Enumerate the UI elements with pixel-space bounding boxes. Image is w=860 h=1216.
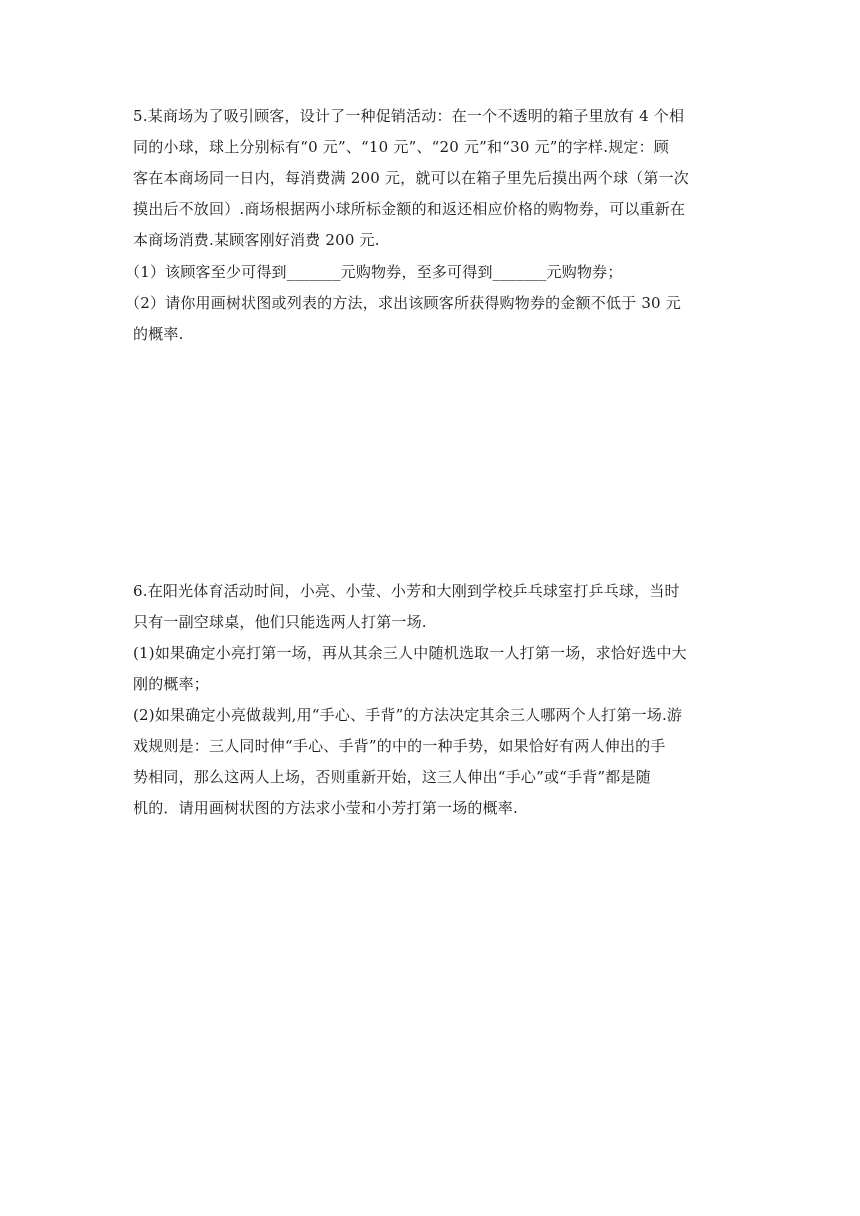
- problem-6-line: 戏规则是：三人同时伸“手心、手背”的中的一种手势，如果恰好有两人伸出的手: [133, 737, 666, 755]
- problem-5-question-2: （2）请你用画树状图或列表的方法，求出该顾客所获得购物券的金额不低于 30 元: [125, 294, 681, 312]
- problem-6-question-1: (1)如果确定小亮打第一场，再从其余三人中随机选取一人打第一场，求恰好选中大: [133, 644, 687, 662]
- problem-6-line: 刚的概率；: [133, 675, 210, 693]
- problem-5-line: 摸出后不放回）.商场根据两小球所标金额的和返还相应价格的购物券，可以重新在: [133, 200, 686, 218]
- problem-5-question-1: （1）该顾客至少可得到_______元购物券，至多可得到_______元购物券；: [125, 263, 623, 281]
- problem-6-line: 机的．请用画树状图的方法求小莹和小芳打第一场的概率.: [133, 799, 518, 817]
- problem-5-line: 本商场消费.某顾客刚好消费 200 元.: [133, 231, 380, 249]
- problem-6-line: 只有一副空球桌，他们只能选两人打第一场.: [133, 613, 427, 631]
- problem-6-question-2: (2)如果确定小亮做裁判,用“手心、手背”的方法决定其余三人哪两个人打第一场.游: [133, 706, 683, 724]
- problem-5-line: 的概率.: [133, 325, 184, 343]
- problem-5-line: 客在本商场同一日内，每消费满 200 元，就可以在箱子里先后摸出两个球（第一次: [133, 169, 689, 187]
- problem-5-line: 同的小球，球上分别标有“0 元”、“10 元”、“20 元”和“30 元”的字样.规定：顾: [133, 138, 669, 156]
- problem-5-line: 5.某商场为了吸引顾客，设计了一种促销活动：在一个不透明的箱子里放有 4 个相: [133, 107, 685, 125]
- problem-6-line: 势相同，那么这两人上场，否则重新开始，这三人伸出“手心”或“手背”都是随: [133, 768, 651, 786]
- problem-6-line: 6.在阳光体育活动时间，小亮、小莹、小芳和大刚到学校乒乓球室打乒乓球，当时: [133, 582, 680, 600]
